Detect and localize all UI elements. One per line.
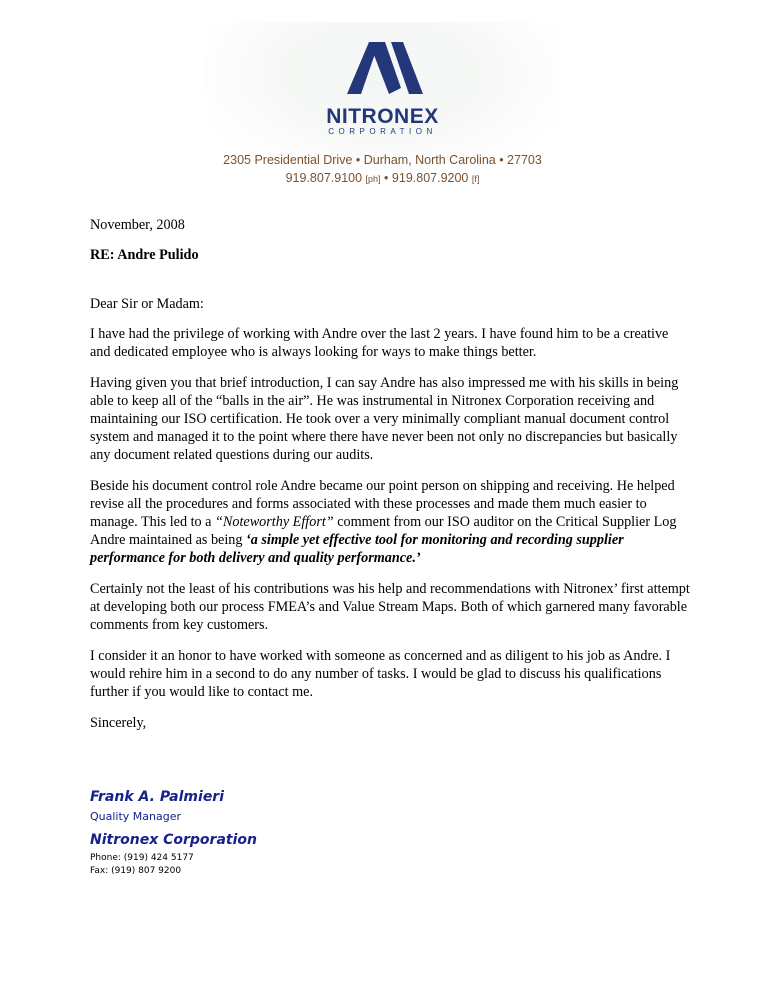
- paragraph-3-text-a: Beside his document control role Andre became our point person on shipping and receiving. He helped revise all the procedures and forms associated with these processes and made them much easier to manage. This led to a: [90, 478, 675, 530]
- nitronex-n-logo-icon: [347, 42, 423, 94]
- company-fax: 919.807.9200: [391, 171, 469, 185]
- company-address: 2305 Presidential Drive • Durham, North Carolina • 27703: [223, 153, 542, 167]
- letterhead: [205, 22, 560, 185]
- signer-title: Quality Manager: [90, 810, 182, 823]
- fax-label: [f]: [471, 174, 480, 184]
- signature-block: [90, 787, 490, 878]
- letter-subject: RE: Andre Pulido: [90, 247, 199, 263]
- paragraph-5: I consider it an honor to have worked with someone as concerned and as diligent to his job as Andre. I would rehire him in a second to do any number of tasks. I would be glad to discuss his qualifications further if you would like to contact me.: [90, 648, 671, 700]
- paragraph-3: [90, 477, 690, 567]
- letter-salutation: Dear Sir or Madam:: [90, 296, 204, 312]
- company-subtitle: CORPORATION: [328, 127, 437, 136]
- signer-fax: Fax: (919) 807 9200: [90, 866, 182, 876]
- paragraph-2: Having given you that brief introduction, I can say Andre has also impressed me with his skills in being able to keep all of the “balls in the air”. He was instrumental in Nitronex Corporation receiving and maintaining our ISO certification. He took over a very minimally compliant manual document control system and managed it to the point where there have never been not only no discrepancies but basically any document related questions during our audits.: [90, 375, 679, 463]
- signer-company: Nitronex Corporation: [90, 832, 257, 848]
- paragraph-4: Certainly not the least of his contributions was his help and recommendations with Nitronex’ first attempt at developing both our process FMEA’s and Value Stream Maps. Both of which garnered many favorable comments from key customers.: [90, 581, 690, 633]
- signer-phone: Phone: (919) 424 5177: [90, 853, 194, 863]
- company-phone: 919.807.9100: [285, 171, 363, 185]
- letter-date: November, 2008: [90, 217, 185, 233]
- company-phone-line: [205, 172, 560, 185]
- phone-separator: •: [384, 171, 389, 185]
- paragraph-1: I have had the privilege of working with Andre over the last 2 years. I have found him to be a creative and dedicated employee who is always looking for ways to make things better.: [90, 326, 669, 360]
- paragraph-3-emphasis: ‘a simple yet effective tool for monitoring and recording supplier performance for both delivery and quality performance.’: [90, 532, 624, 566]
- letter-body: [90, 216, 690, 732]
- paragraph-3-quote: “Noteworthy Effort”: [215, 514, 334, 530]
- signer-name: Frank A. Palmieri: [90, 789, 225, 805]
- paragraph-3-text-b: comment from our ISO auditor on the Critical Supplier Log Andre maintained as being: [90, 514, 677, 548]
- company-name: NITRONEX: [326, 105, 439, 128]
- letter-closing: Sincerely,: [90, 715, 147, 731]
- phone-label: [ph]: [365, 174, 381, 184]
